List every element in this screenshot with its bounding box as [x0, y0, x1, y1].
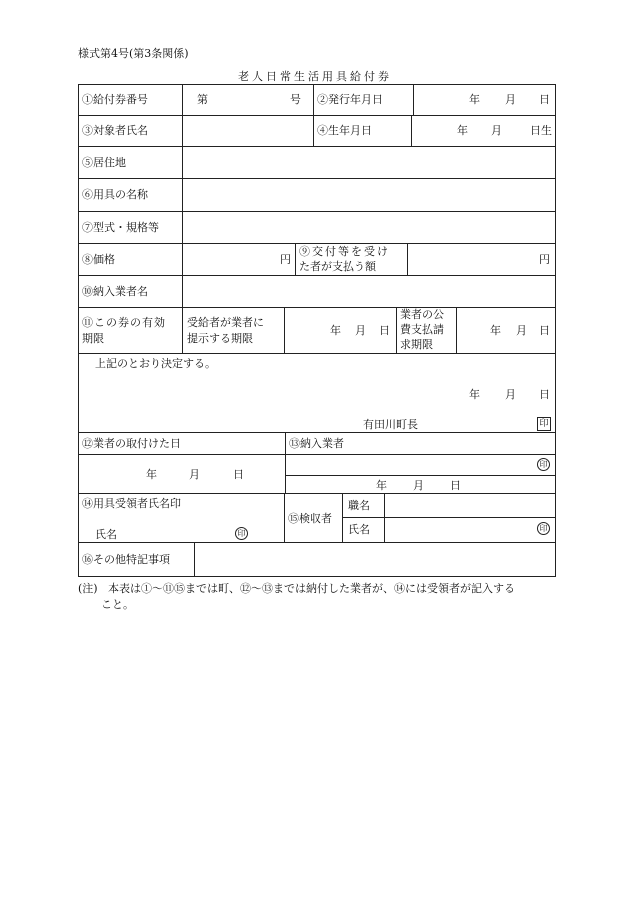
issue-date-label: ②発行年月日 — [317, 93, 383, 106]
mayor-title: 有田川町長 — [363, 418, 418, 431]
birth-date-year: 年 — [457, 124, 468, 137]
note-line2: こと。 — [101, 598, 134, 611]
payment-deadline-year: 年 — [490, 324, 501, 337]
supplier-seal: 印 — [537, 458, 550, 471]
install-date-month: 月 — [189, 468, 200, 481]
delivery-day: 日 — [450, 479, 461, 492]
decision-month: 月 — [505, 388, 516, 401]
note-line1: 本表は①〜⑪⑮までは町、⑫〜⑬までは納付した業者が、⑭には受領者が記入する — [108, 582, 515, 595]
install-date-label: ⑫業者の取付けた日 — [82, 437, 181, 450]
payment-deadline-line2: 費支払請 — [400, 323, 444, 336]
payment-deadline-day: 日 — [539, 324, 550, 337]
supplier-label: ⑩納入業者名 — [82, 285, 148, 298]
copay-label-line1: ⑨交付等を受け — [299, 245, 390, 258]
install-date-day: 日 — [233, 468, 244, 481]
present-deadline-year: 年 — [330, 324, 341, 337]
install-date-year: 年 — [146, 468, 157, 481]
form-number-label: 様式第4号(第3条関係) — [78, 47, 189, 60]
form-title: 老人日常生活用具給付券 — [238, 70, 392, 83]
voucher-number-prefix: 第 — [197, 93, 208, 106]
issue-date-month: 月 — [505, 93, 516, 106]
payment-deadline-month: 月 — [516, 324, 527, 337]
delivery-supplier-label: ⑬納入業者 — [289, 437, 344, 450]
inspector-seal: 印 — [537, 522, 550, 535]
payment-deadline-line3: 求期限 — [400, 338, 433, 351]
validity-label-line1: ⑪この券の有効 — [82, 316, 166, 329]
voucher-number-label: ①給付券番号 — [82, 93, 148, 106]
decision-day: 日 — [539, 388, 550, 401]
recipient-name-label: ③対象者氏名 — [82, 124, 148, 137]
decision-text: 上記のとおり決定する。 — [95, 357, 216, 370]
receiver-label: ⑭用具受領者氏名印 — [82, 497, 181, 510]
voucher-number-suffix: 号 — [290, 93, 301, 106]
copay-yen: 円 — [539, 253, 550, 266]
present-deadline-line2: 提示する期限 — [187, 332, 253, 345]
inspector-position-label: 職名 — [348, 499, 370, 512]
receiver-seal: 印 — [235, 527, 248, 540]
mayor-seal: 印 — [537, 417, 551, 431]
issue-date-day: 日 — [539, 93, 550, 106]
present-deadline-day: 日 — [379, 324, 390, 337]
copay-label-line2: た者が支払う額 — [299, 260, 376, 273]
present-deadline-line1: 受給者が業者に — [187, 316, 264, 329]
birth-date-label: ④生年月日 — [317, 124, 372, 137]
delivery-year: 年 — [376, 479, 387, 492]
equipment-name-label: ⑥用具の名称 — [82, 188, 148, 201]
payment-deadline-line1: 業者の公 — [400, 308, 444, 321]
inspector-label: ⑮検収者 — [288, 512, 332, 525]
issue-date-year: 年 — [469, 93, 480, 106]
delivery-month: 月 — [413, 479, 424, 492]
model-label: ⑦型式・規格等 — [82, 221, 159, 234]
present-deadline-month: 月 — [355, 324, 366, 337]
decision-year: 年 — [469, 388, 480, 401]
note-prefix: (注) — [78, 582, 98, 595]
inspector-name-label: 氏名 — [348, 523, 370, 536]
price-yen: 円 — [280, 253, 291, 266]
receiver-name-label: 氏名 — [95, 528, 117, 541]
other-notes-label: ⑯その他特記事項 — [82, 553, 170, 566]
birth-date-day: 日生 — [530, 124, 552, 137]
address-label: ⑤居住地 — [82, 156, 126, 169]
birth-date-month: 月 — [491, 124, 502, 137]
price-label: ⑧価格 — [82, 253, 115, 266]
validity-label-line2: 期限 — [82, 332, 104, 345]
